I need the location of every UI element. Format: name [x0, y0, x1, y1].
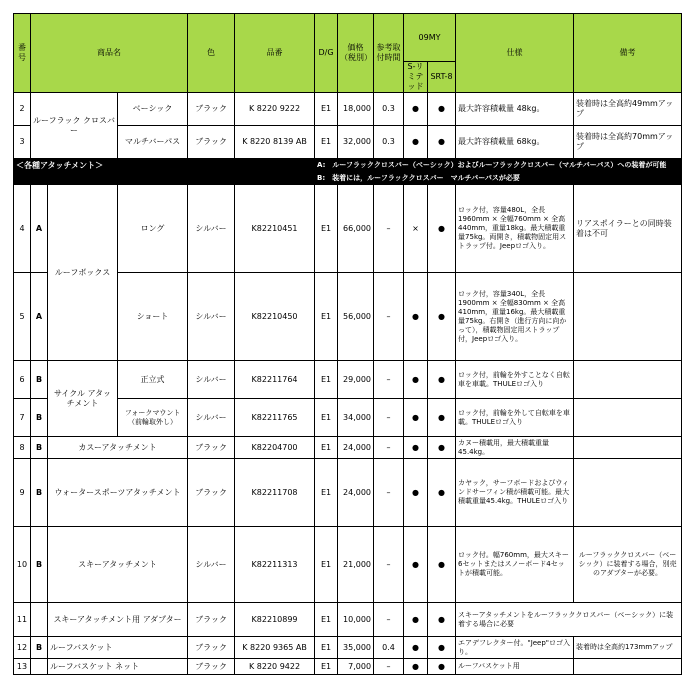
product-sub: 正立式	[118, 361, 188, 399]
section-header	[14, 173, 682, 185]
note-cell: ルーフラッククロスバー（ベーシック）に装着する場合，別売のアダプターが必要。	[574, 527, 682, 603]
row-no: 10	[14, 527, 31, 603]
header-time: 参考取付時間	[374, 14, 404, 93]
note-cell	[574, 659, 682, 675]
fit-s-limited: ●	[404, 659, 428, 675]
product-name: ルーフバスケット ネット	[48, 659, 188, 675]
price-cell: 24,000	[338, 459, 374, 527]
table-row	[14, 659, 682, 675]
header-part: 品番	[235, 14, 315, 93]
header-price: 価格（税別）	[338, 14, 374, 93]
part-number: K82210899	[235, 603, 315, 637]
fit-s-limited: ●	[404, 527, 428, 603]
table-row	[14, 93, 682, 126]
dg-cell: E1	[315, 659, 338, 675]
part-number: K 8220 8139 AB	[235, 126, 315, 159]
color-cell: ブラック	[188, 437, 235, 459]
spec-cell: 最大許容積載量 48kg。	[456, 93, 574, 126]
spec-cell: スキーアタッチメントをルーフラッククロスバー（ベーシック）に装着する場合に必要	[456, 603, 682, 637]
product-name: ウォータースポーツアタッチメント	[48, 459, 188, 527]
fit-s-limited: ●	[404, 126, 428, 159]
dg-cell: E1	[315, 93, 338, 126]
color-cell: ブラック	[188, 459, 235, 527]
price-cell: 66,000	[338, 185, 374, 273]
fit-s-limited: ●	[404, 361, 428, 399]
fit-srt8: ●	[428, 399, 456, 437]
note-cell	[574, 273, 682, 361]
time-cell: 0.3	[374, 93, 404, 126]
fit-srt8: ●	[428, 93, 456, 126]
time-cell: –	[374, 459, 404, 527]
section-line-a: A: ルーフラッククロスバー（ベーシック）およびルーフラッククロスバー（マルチバーパス）への装着が可能	[315, 159, 682, 173]
time-cell: –	[374, 527, 404, 603]
price-cell: 32,000	[338, 126, 374, 159]
product-group: サイクル アタッチメント	[48, 361, 118, 437]
header-dg: D/G	[315, 14, 338, 93]
price-cell: 29,000	[338, 361, 374, 399]
fit-srt8: ●	[428, 527, 456, 603]
price-cell: 56,000	[338, 273, 374, 361]
product-group: ルーフラック クロスバー	[31, 93, 118, 159]
table-row	[14, 637, 682, 659]
compat-mark: B	[31, 437, 48, 459]
row-no: 5	[14, 273, 31, 361]
compat-mark: B	[31, 361, 48, 399]
product-sub: マルチバーパス	[118, 126, 188, 159]
dg-cell: E1	[315, 603, 338, 637]
time-cell: 0.3	[374, 126, 404, 159]
dg-cell: E1	[315, 399, 338, 437]
part-number: K82211708	[235, 459, 315, 527]
color-cell: ブラック	[188, 603, 235, 637]
header-color: 色	[188, 14, 235, 93]
part-number: K82211764	[235, 361, 315, 399]
time-cell: –	[374, 361, 404, 399]
header-spec: 仕様	[456, 14, 574, 93]
time-cell: –	[374, 437, 404, 459]
product-name: スキーアタッチメント	[48, 527, 188, 603]
section-header	[14, 159, 682, 173]
compat-mark: B	[31, 399, 48, 437]
dg-cell: E1	[315, 527, 338, 603]
part-number: K82204700	[235, 437, 315, 459]
product-sub: ショート	[118, 273, 188, 361]
table-row	[14, 185, 682, 273]
spec-cell: カヌー積載用，最大積載重量45.4kg。	[456, 437, 574, 459]
accessory-price-table	[13, 13, 681, 681]
color-cell: シルバー	[188, 273, 235, 361]
time-cell: –	[374, 659, 404, 675]
fit-s-limited: ●	[404, 273, 428, 361]
color-cell: ブラック	[188, 659, 235, 675]
section-line-b: B: 装着には，ルーフラッククロスバー マルチバーパスが必要	[315, 173, 682, 185]
spec-cell: 最大許容積載量 68kg。	[456, 126, 574, 159]
dg-cell: E1	[315, 185, 338, 273]
fit-srt8: ●	[428, 185, 456, 273]
part-number: K 8220 9222	[235, 93, 315, 126]
header-my: 09MY	[404, 14, 456, 62]
price-cell: 24,000	[338, 437, 374, 459]
row-no: 3	[14, 126, 31, 159]
color-cell: ブラック	[188, 637, 235, 659]
header-name: 商品名	[31, 14, 188, 93]
compat-mark: A	[31, 273, 48, 361]
time-cell: –	[374, 273, 404, 361]
spec-cell: ロック付，容量340L，全長1900mm × 全幅830mm × 全高410mm，重量16kg。最大積載重量75kg。右開き（進行方向に向かって），積載物固定用ストラップ付，Jeepロゴ入り。	[456, 273, 574, 361]
fit-s-limited: ●	[404, 637, 428, 659]
table-row	[14, 459, 682, 527]
fit-srt8: ●	[428, 659, 456, 675]
note-cell: リアスポイラーとの同時装着は不可	[574, 185, 682, 273]
compat-mark: B	[31, 637, 48, 659]
part-number: K 8220 9365 AB	[235, 637, 315, 659]
fit-srt8: ●	[428, 603, 456, 637]
part-number: K 8220 9422	[235, 659, 315, 675]
price-cell: 18,000	[338, 93, 374, 126]
time-cell: –	[374, 399, 404, 437]
compat-mark: A	[31, 185, 48, 273]
product-group: ルーフボックス	[48, 185, 118, 361]
dg-cell: E1	[315, 361, 338, 399]
part-number: K82210450	[235, 273, 315, 361]
row-no: 8	[14, 437, 31, 459]
product-name: スキーアタッチメント用 アダプター	[48, 603, 188, 637]
row-no: 12	[14, 637, 31, 659]
note-cell: 装着時は全高約70mmアップ	[574, 126, 682, 159]
fit-srt8: ●	[428, 459, 456, 527]
row-no: 7	[14, 399, 31, 437]
spec-cell: ルーフバスケット用	[456, 659, 574, 675]
product-sub: フォークマウント（前輪取外し）	[118, 399, 188, 437]
dg-cell: E1	[315, 637, 338, 659]
row-no: 2	[14, 93, 31, 126]
note-cell: 装着時は全高約49mmアップ	[574, 93, 682, 126]
table-row	[14, 361, 682, 399]
part-number: K82211765	[235, 399, 315, 437]
spec-cell: ロック付，容量480L，全長1960mm × 全幅760mm × 全高440mm，重量18kg。最大積載重量75kg。両開き，積載物固定用ストラップ付。Jeepロゴ入り。	[456, 185, 574, 273]
product-name: ルーフバスケット	[48, 637, 188, 659]
header-s-limited: S-リミテッド	[404, 62, 428, 93]
dg-cell: E1	[315, 459, 338, 527]
fit-srt8: ●	[428, 273, 456, 361]
spec-cell: ロック付。幅760mm，最大スキー6セットまたはスノーボード4セットが積載可能。	[456, 527, 574, 603]
color-cell: シルバー	[188, 399, 235, 437]
price-cell: 10,000	[338, 603, 374, 637]
table-row	[14, 437, 682, 459]
row-no: 11	[14, 603, 31, 637]
note-cell	[574, 361, 682, 399]
dg-cell: E1	[315, 126, 338, 159]
row-no: 13	[14, 659, 31, 675]
table-row	[14, 603, 682, 637]
price-cell: 34,000	[338, 399, 374, 437]
note-cell	[574, 459, 682, 527]
compat-mark: B	[31, 527, 48, 603]
row-no: 6	[14, 361, 31, 399]
section-title: ＜各種アタッチメント＞	[14, 159, 315, 173]
price-cell: 35,000	[338, 637, 374, 659]
color-cell: ブラック	[188, 93, 235, 126]
fit-srt8: ●	[428, 437, 456, 459]
note-cell: 装着時は全高約173mmアップ	[574, 637, 682, 659]
time-cell: –	[374, 185, 404, 273]
product-sub: ベーシック	[118, 93, 188, 126]
row-no: 4	[14, 185, 31, 273]
color-cell: シルバー	[188, 527, 235, 603]
spec-cell: ロック付，前輪を外して自転車を車載。THULEロゴ入り	[456, 399, 574, 437]
fit-s-limited: ●	[404, 437, 428, 459]
fit-srt8: ●	[428, 637, 456, 659]
compat-mark: B	[31, 459, 48, 527]
dg-cell: E1	[315, 273, 338, 361]
price-cell: 7,000	[338, 659, 374, 675]
spec-cell: エアデフレクター付。"Jeep"ロゴ入り。	[456, 637, 574, 659]
fit-s-limited: ×	[404, 185, 428, 273]
time-cell: –	[374, 603, 404, 637]
fit-s-limited: ●	[404, 603, 428, 637]
color-cell: シルバー	[188, 185, 235, 273]
dg-cell: E1	[315, 437, 338, 459]
row-no: 9	[14, 459, 31, 527]
price-cell: 21,000	[338, 527, 374, 603]
header-no: 番号	[14, 14, 31, 93]
fit-srt8: ●	[428, 361, 456, 399]
header-note: 備考	[574, 14, 682, 93]
fit-s-limited: ●	[404, 459, 428, 527]
time-cell: 0.4	[374, 637, 404, 659]
color-cell: ブラック	[188, 126, 235, 159]
table-row	[14, 527, 682, 603]
note-cell	[574, 437, 682, 459]
part-number: K82210451	[235, 185, 315, 273]
header-srt8: SRT-8	[428, 62, 456, 93]
fit-s-limited: ●	[404, 399, 428, 437]
fit-s-limited: ●	[404, 93, 428, 126]
color-cell: シルバー	[188, 361, 235, 399]
product-sub: ロング	[118, 185, 188, 273]
spec-cell: カヤック，サーフボードおよびウィンドサーフィン積が積載可能。最大積載重量45.4kg。THULEロゴ入り	[456, 459, 574, 527]
product-name: カスーアタッチメント	[48, 437, 188, 459]
spec-cell: ロック付，前輪を外すことなく自転車を車載。THULEロゴ入り	[456, 361, 574, 399]
part-number: K82211313	[235, 527, 315, 603]
note-cell	[574, 399, 682, 437]
fit-srt8: ●	[428, 126, 456, 159]
